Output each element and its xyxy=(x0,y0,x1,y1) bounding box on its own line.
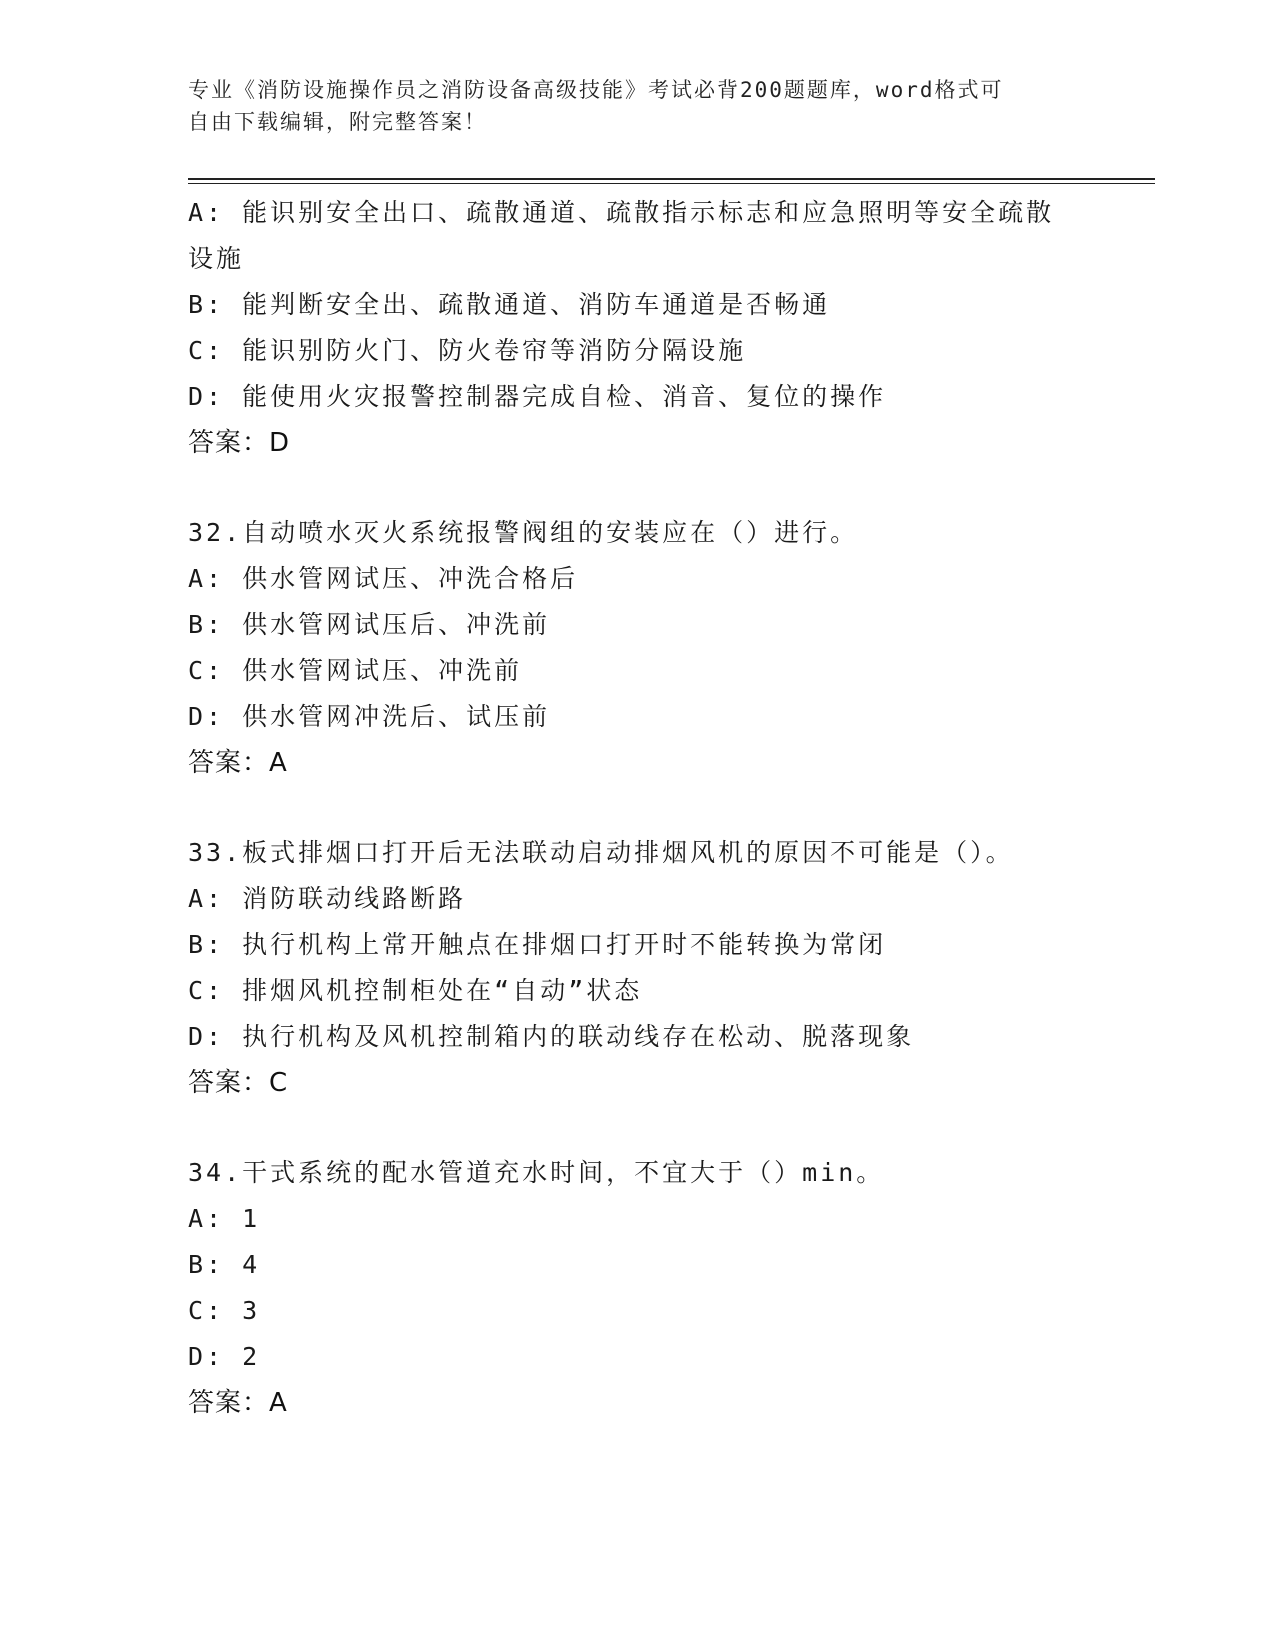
question-31-continued xyxy=(188,190,1088,466)
question-32 xyxy=(188,510,1088,786)
option-a: A: 能识别安全出口、疏散通道、疏散指示标志和应急照明等安全疏散 xyxy=(188,198,1055,227)
document-header xyxy=(188,74,1068,138)
option-a-continued: 设施 xyxy=(188,244,245,273)
header-line-2: 自由下载编辑，附完整答案！ xyxy=(188,110,487,134)
option-a: A: 1 xyxy=(188,1204,261,1233)
question-34 xyxy=(188,1150,1088,1426)
option-d: D: 执行机构及风机控制箱内的联动线存在松动、脱落现象 xyxy=(188,1022,915,1051)
option-b: B: 能判断安全出、疏散通道、消防车通道是否畅通 xyxy=(188,290,831,319)
option-c: C: 供水管网试压、冲洗前 xyxy=(188,656,523,685)
option-c: C: 排烟风机控制柜处在“自动”状态 xyxy=(188,976,643,1005)
header-divider xyxy=(188,178,1155,184)
option-c: C: 能识别防火门、防火卷帘等消防分隔设施 xyxy=(188,336,747,365)
question-stem: 34.干式系统的配水管道充水时间，不宜大于（）min。 xyxy=(188,1158,885,1187)
option-b: B: 4 xyxy=(188,1250,261,1279)
answer-line: 答案：C xyxy=(188,1068,289,1098)
option-a: A: 消防联动线路断路 xyxy=(188,884,467,913)
option-d: D: 能使用火灾报警控制器完成自检、消音、复位的操作 xyxy=(188,382,887,411)
option-b: B: 供水管网试压后、冲洗前 xyxy=(188,610,551,639)
answer-line: 答案：D xyxy=(188,428,291,458)
answer-line: 答案：A xyxy=(188,1388,288,1418)
option-c: C: 3 xyxy=(188,1296,261,1325)
question-stem: 33.板式排烟口打开后无法联动启动排烟风机的原因不可能是（）。 xyxy=(188,838,1014,867)
option-d: D: 2 xyxy=(188,1342,261,1371)
header-line-1: 专业《消防设施操作员之消防设备高级技能》考试必背200题题库，word格式可 xyxy=(188,78,1004,102)
question-list xyxy=(188,190,1088,1426)
option-d: D: 供水管网冲洗后、试压前 xyxy=(188,702,551,731)
question-stem: 32.自动喷水灭火系统报警阀组的安装应在（）进行。 xyxy=(188,518,859,547)
answer-line: 答案：A xyxy=(188,748,288,778)
option-a: A: 供水管网试压、冲洗合格后 xyxy=(188,564,579,593)
question-33 xyxy=(188,830,1088,1106)
option-b: B: 执行机构上常开触点在排烟口打开时不能转换为常闭 xyxy=(188,930,887,959)
